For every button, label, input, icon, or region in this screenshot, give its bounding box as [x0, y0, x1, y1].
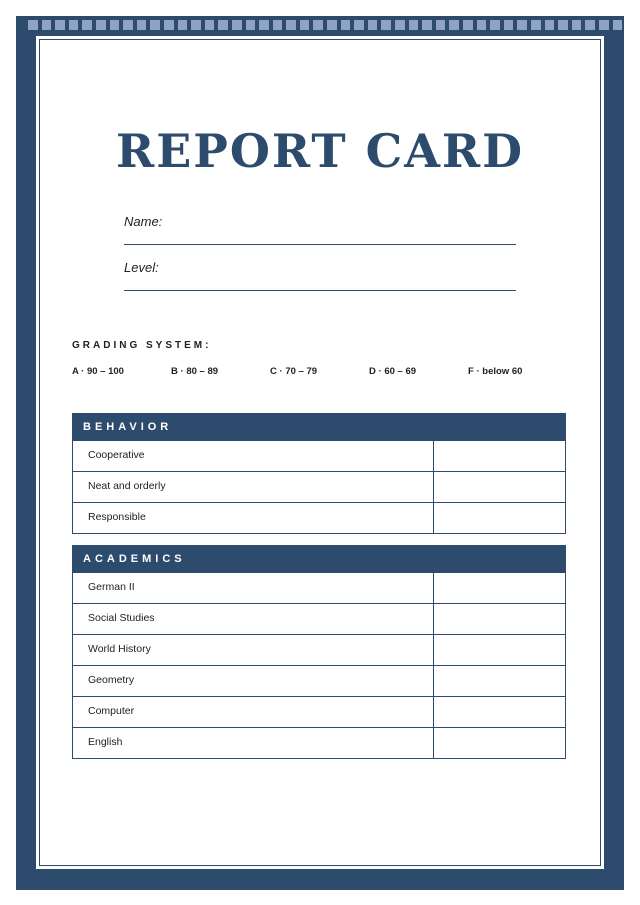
report-card-page	[36, 36, 604, 869]
grade-cell[interactable]	[434, 728, 565, 758]
grading-scale	[72, 366, 572, 380]
decorative-square	[504, 20, 514, 30]
decorative-square	[354, 20, 364, 30]
decorative-square	[599, 20, 609, 30]
grade-range: 90 – 100	[86, 366, 124, 377]
decorative-square	[531, 20, 541, 30]
decorative-square	[436, 20, 446, 30]
decorative-square	[110, 20, 120, 30]
decorative-square	[613, 20, 623, 30]
decorative-square	[191, 20, 201, 30]
grade-letter: B	[171, 366, 178, 377]
decorative-square	[69, 20, 79, 30]
grade-range: 80 – 89	[186, 366, 219, 377]
grade-cell[interactable]	[434, 573, 565, 603]
decorative-square	[178, 20, 188, 30]
decorative-square	[55, 20, 65, 30]
decorative-square	[218, 20, 228, 30]
table-row	[72, 604, 566, 635]
decorative-square	[123, 20, 133, 30]
subject-label: Social Studies	[73, 604, 434, 634]
grade-c: C · 70 – 79	[270, 366, 318, 377]
decorative-square	[313, 20, 323, 30]
level-label: Level:	[124, 260, 159, 275]
grade-letter: D	[369, 366, 376, 377]
decorative-square	[164, 20, 174, 30]
decorative-square	[368, 20, 378, 30]
decorative-square	[395, 20, 405, 30]
academics-table	[72, 545, 566, 759]
decorative-square	[463, 20, 473, 30]
decorative-square	[449, 20, 459, 30]
decorative-square	[246, 20, 256, 30]
decorative-square	[341, 20, 351, 30]
decorative-square	[273, 20, 283, 30]
grade-range: below 60	[482, 366, 523, 377]
decorative-square	[82, 20, 92, 30]
decorative-square	[42, 20, 52, 30]
grade-cell[interactable]	[434, 697, 565, 727]
behavior-table	[72, 413, 566, 534]
behavior-item-label: Responsible	[73, 503, 434, 533]
table-row	[72, 697, 566, 728]
grade-b: B · 80 – 89	[171, 366, 219, 377]
grade-f: F · below 60	[468, 366, 523, 377]
decorative-square	[381, 20, 391, 30]
decorative-square	[286, 20, 296, 30]
academics-header: ACADEMICS	[72, 545, 566, 573]
grade-range: 60 – 69	[384, 366, 417, 377]
grading-system-title: GRADING SYSTEM:	[72, 340, 212, 351]
subject-label: German II	[73, 573, 434, 603]
decorative-square	[96, 20, 106, 30]
table-row	[72, 472, 566, 503]
decorative-square	[205, 20, 215, 30]
table-row	[72, 503, 566, 534]
grade-cell[interactable]	[434, 604, 565, 634]
decorative-square-strip	[28, 20, 618, 30]
grade-cell[interactable]	[434, 441, 565, 471]
grade-d: D · 60 – 69	[369, 366, 417, 377]
decorative-square	[490, 20, 500, 30]
decorative-square	[327, 20, 337, 30]
table-row	[72, 573, 566, 604]
decorative-square	[517, 20, 527, 30]
decorative-square	[409, 20, 419, 30]
behavior-header: BEHAVIOR	[72, 413, 566, 441]
grade-letter: F	[468, 366, 474, 377]
grade-cell[interactable]	[434, 635, 565, 665]
level-field[interactable]	[124, 260, 516, 291]
decorative-square	[422, 20, 432, 30]
grade-letter: C	[270, 366, 277, 377]
name-field[interactable]	[124, 214, 516, 245]
behavior-item-label: Neat and orderly	[73, 472, 434, 502]
decorative-square	[28, 20, 38, 30]
decorative-square	[137, 20, 147, 30]
subject-label: World History	[73, 635, 434, 665]
decorative-square	[150, 20, 160, 30]
decorative-square	[300, 20, 310, 30]
behavior-item-label: Cooperative	[73, 441, 434, 471]
grade-cell[interactable]	[434, 503, 565, 533]
decorative-square	[585, 20, 595, 30]
decorative-square	[558, 20, 568, 30]
grade-letter: A	[72, 366, 79, 377]
table-row	[72, 441, 566, 472]
table-row	[72, 635, 566, 666]
page-title: REPORT CARD	[115, 124, 525, 178]
table-row	[72, 666, 566, 697]
subject-label: Computer	[73, 697, 434, 727]
decorative-square	[232, 20, 242, 30]
grade-cell[interactable]	[434, 472, 565, 502]
subject-label: English	[73, 728, 434, 758]
decorative-square	[259, 20, 269, 30]
grade-range: 70 – 79	[285, 366, 318, 377]
name-label: Name:	[124, 214, 163, 229]
decorative-square	[477, 20, 487, 30]
decorative-square	[572, 20, 582, 30]
table-row	[72, 728, 566, 759]
grade-a: A · 90 – 100	[72, 366, 124, 377]
grade-cell[interactable]	[434, 666, 565, 696]
subject-label: Geometry	[73, 666, 434, 696]
decorative-square	[545, 20, 555, 30]
